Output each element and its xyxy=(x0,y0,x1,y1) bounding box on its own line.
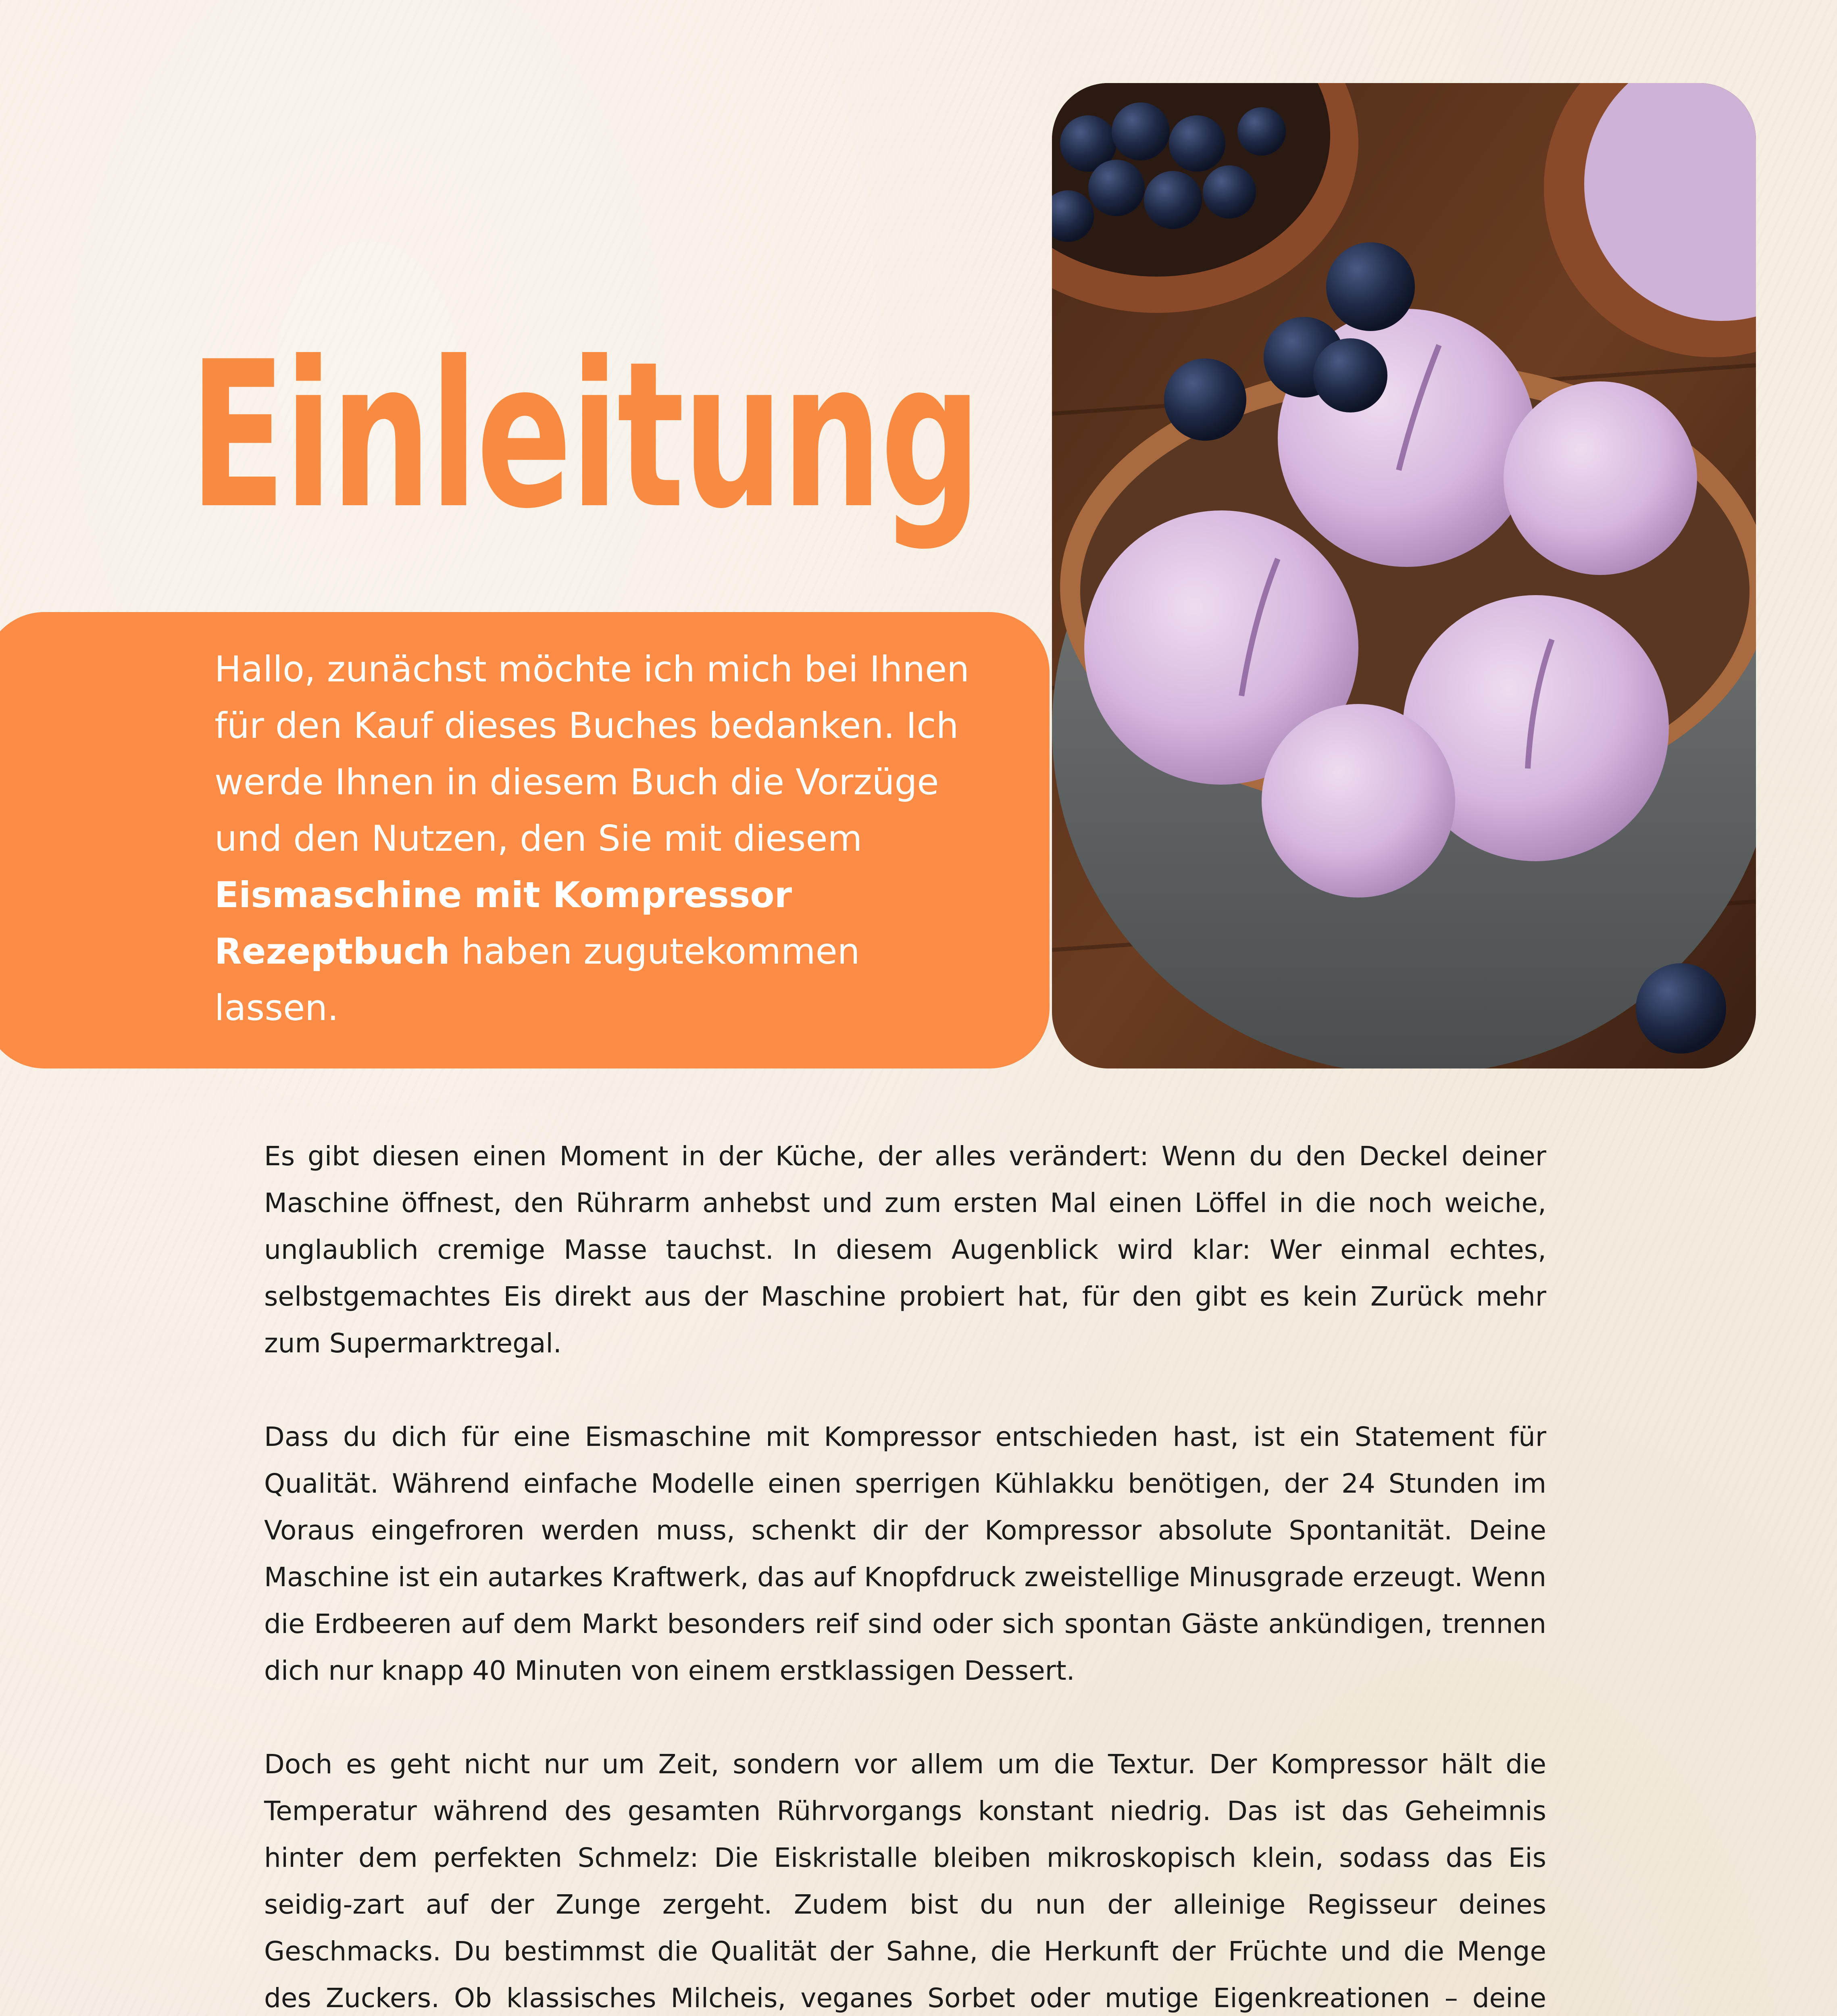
paragraph-3: Doch es geht nicht nur um Zeit, sondern vor allem um die Textur. Der Kompressor hält die Temperatur während des gesamten Rührvorgangs konstant niedrig. Das ist das Geheimnis hinter dem perfekten Schmelz: Die Eiskristalle bleiben mikroskopisch klein, sodass das Eis seidig-zart auf der Zunge zergeht. Zudem bist du nun der alleinige Regisseur deines Geschmacks. Du bestimmst die Qualität der Sahne, die Herkunft der Früchte und die Menge des Zuckers. Ob klassisches Milcheis, veganes Sorbet oder mutige Eigenkreationen – deine xyxy=(264,1749,1546,2014)
ice-cream-photo xyxy=(1052,83,1756,1068)
intro-highlight: Eismaschine mit Kompressor Rezeptbuch xyxy=(215,874,792,972)
body-text xyxy=(264,1133,1546,2016)
page-title: Einleitung xyxy=(190,318,980,553)
intro-text-before: Hallo, zunächst möchte ich mich bei Ihnen für den Kauf dieses Buches bedanken. Ich werde Ihnen in diesem Buch die Vorzüge und den Nutzen, den Sie mit diesem xyxy=(215,648,969,859)
intro-text xyxy=(215,641,981,1036)
paragraph-2: Dass du dich für eine Eismaschine mit Kompressor entschieden hast, ist ein Statement für Qualität. Während einfache Modelle einen sperrigen Kühlakku benötigen, der 24 Stunden im Voraus eingefroren werden muss, schenkt dir der Kompressor absolute Spontanität. Deine Maschine ist ein autarkes Kraftwerk, das auf Knopfdruck zweistellige Minusgrade erzeugt. Wenn die Erdbeeren auf dem Markt besonders reif sind oder sich spontan Gäste ankündigen, trennen dich nur knapp 40 Minuten von einem erstklassigen Dessert. xyxy=(264,1421,1546,1686)
ice-cream-illustration xyxy=(1052,83,1756,1068)
paragraph-1: Es gibt diesen einen Moment in der Küche, der alles verändert: Wenn du den Deckel deiner Maschine öffnest, den Rührarm anhebst und zum ersten Mal einen Löffel in die noch weiche, unglaublich cremige Masse tauchst. In diesem Augenblick wird klar: Wer einmal echtes, selbstgemachtes Eis direkt aus der Maschine probiert hat, für den gibt es kein Zurück mehr zum Supermarktregal. xyxy=(264,1141,1546,1359)
intro-text-after: haben zugutekommen lassen. xyxy=(215,931,860,1029)
